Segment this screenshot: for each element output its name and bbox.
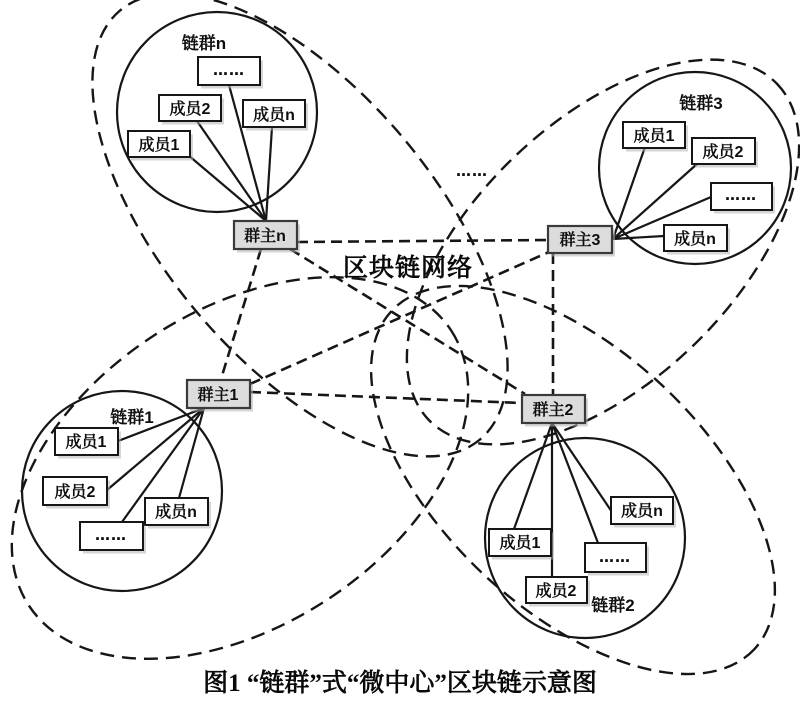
leader-link-n-3: [297, 240, 548, 242]
member-link: [266, 127, 272, 221]
member-label: 成员2: [54, 484, 96, 501]
member-box-tr-ellipsis: [711, 183, 775, 214]
member-box-tr-1: [623, 122, 688, 152]
leader-box-2: [522, 395, 588, 427]
member-box-tl-n: [243, 100, 308, 131]
leader-box-1: [187, 380, 253, 412]
group-label-bottom-right: 链群2: [591, 596, 635, 615]
member-label: ……: [213, 61, 245, 79]
member-label: 成员2: [169, 101, 211, 118]
group-label-bottom-left: 链群1: [110, 408, 154, 427]
member-box-br-2: [526, 577, 590, 607]
leader-label: 群主1: [197, 387, 239, 404]
member-box-bl-1: [55, 428, 121, 459]
member-box-br-ellipsis: [585, 543, 649, 576]
group-label-top-left: 链群n: [181, 34, 227, 53]
member-label: 成员2: [702, 144, 744, 161]
network-label: 区块链网络: [342, 254, 474, 282]
leader-box-n: [234, 221, 300, 253]
leader-box-3: [548, 226, 615, 257]
leader-label: 群主n: [244, 228, 286, 245]
figure-caption: 图1 “链群”式“微中心”区块链示意图: [203, 670, 597, 697]
leader-label: 群主3: [559, 232, 601, 249]
member-box-bl-n: [145, 498, 211, 529]
member-label: 成员n: [621, 503, 663, 520]
member-label: 成员n: [674, 231, 716, 248]
member-box-bl-2: [43, 477, 110, 509]
member-label: ……: [599, 548, 631, 566]
inter-group-ellipsis: ……: [456, 162, 488, 180]
member-label: 成员n: [253, 107, 295, 124]
member-label: 成员2: [535, 583, 577, 600]
member-box-tl-ellipsis: [198, 57, 263, 89]
member-link: [552, 423, 598, 543]
member-box-tl-2: [159, 95, 224, 125]
member-box-tl-1: [128, 131, 193, 161]
member-box-bl-ellipsis: [80, 522, 146, 554]
member-label: 成员1: [65, 434, 107, 451]
leader-label: 群主2: [532, 402, 574, 419]
member-box-tr-2: [692, 138, 758, 168]
member-label: 成员1: [499, 535, 541, 552]
member-label: 成员1: [633, 128, 675, 145]
group-label-top-right: 链群3: [679, 94, 723, 113]
member-link: [179, 408, 204, 498]
member-label: 成员1: [138, 137, 180, 154]
member-label: 成员n: [155, 504, 197, 521]
member-box-br-n: [611, 497, 676, 528]
member-label: ……: [95, 526, 127, 544]
member-box-tr-n: [664, 225, 730, 255]
member-box-br-1: [489, 529, 554, 560]
member-label: ……: [725, 186, 757, 204]
